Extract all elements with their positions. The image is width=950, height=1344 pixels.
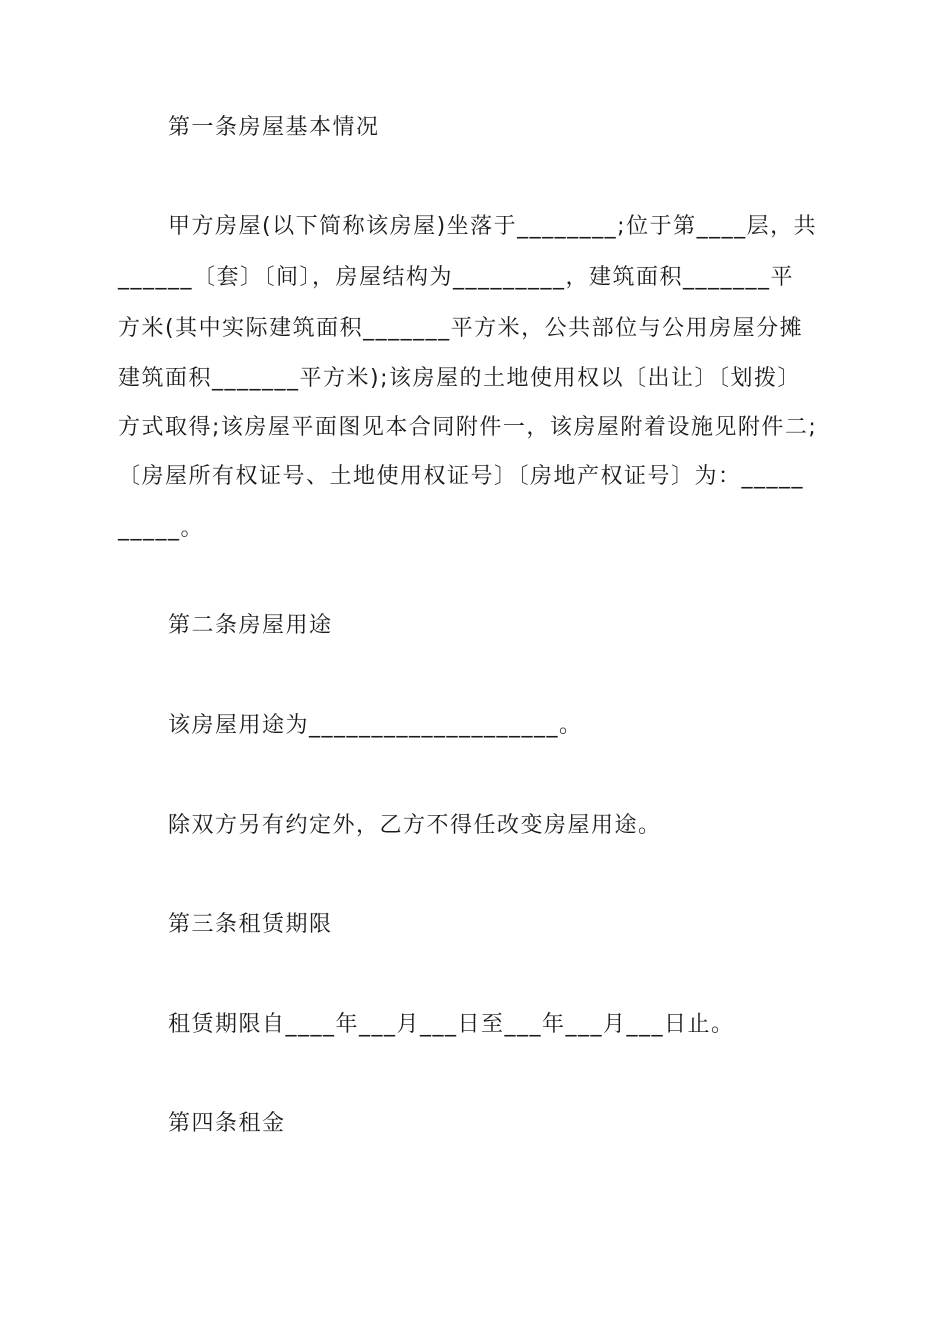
article-3-term-line: 租赁期限自____年___月___日至___年___月___日止。 <box>168 1012 735 1037</box>
article-1-heading: 第一条房屋基本情况 <box>168 115 380 140</box>
article-1-line-6: 〔房屋所有权证号、土地使用权证号〕〔房地产权证号〕为：_____ <box>118 464 805 489</box>
article-4-heading: 第四条租金 <box>168 1111 286 1136</box>
article-2-heading: 第二条房屋用途 <box>168 613 333 638</box>
article-2-restriction-line: 除双方另有约定外，乙方不得任改变房屋用途。 <box>168 813 662 838</box>
article-1-line-5: 方式取得;该房屋平面图见本合同附件一，该房屋附着设施见附件二; <box>118 415 818 440</box>
article-1-line-1: 甲方房屋(以下简称该房屋)坐落于________;位于第____层，共 <box>168 214 818 239</box>
article-1-line-3: 方米(其中实际建筑面积_______平方米，公共部位与公用房屋分摊 <box>118 316 804 341</box>
article-1-line-7: _____。 <box>118 516 205 541</box>
article-1-line-2: ______〔套〕〔间〕，房屋结构为_________，建筑面积_______平 <box>118 265 795 290</box>
article-1-line-4: 建筑面积_______平方米);该房屋的土地使用权以〔出让〕〔划拨〕 <box>118 366 801 391</box>
article-2-usage-line: 该房屋用途为____________________。 <box>168 713 583 738</box>
article-3-heading: 第三条租赁期限 <box>168 912 333 937</box>
